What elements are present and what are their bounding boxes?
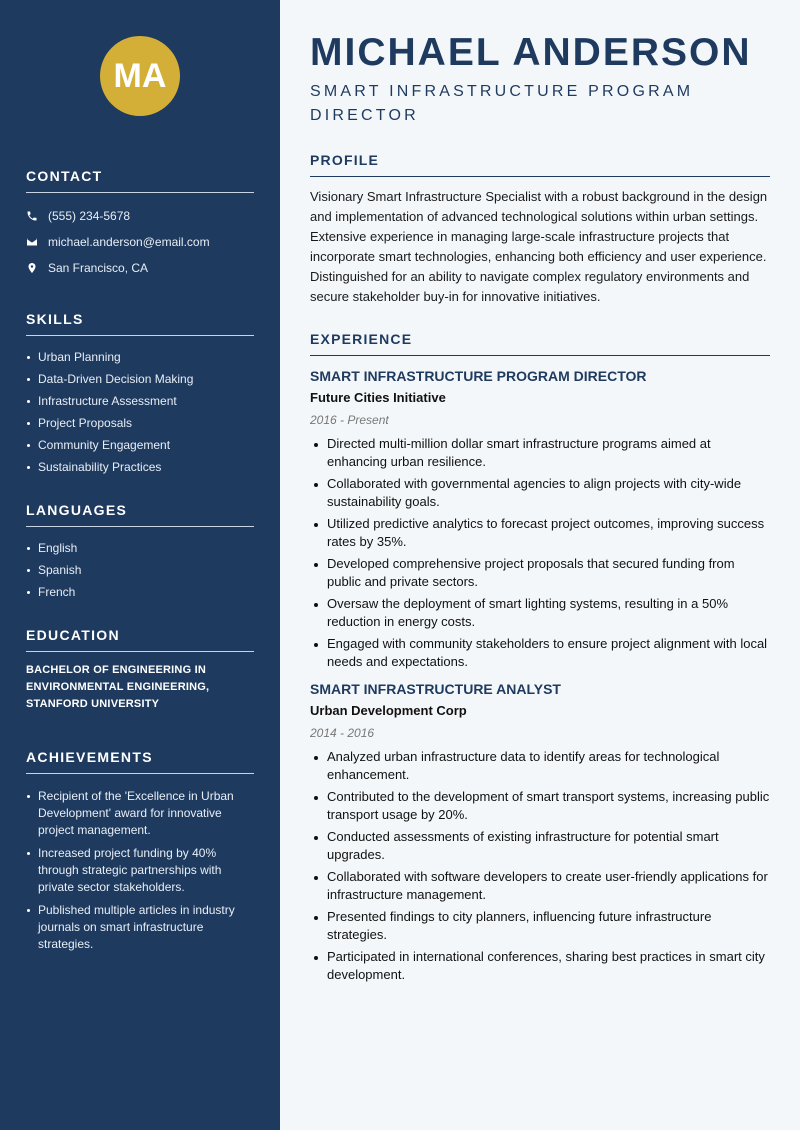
email-text: michael.anderson@email.com	[48, 235, 210, 249]
achievements-heading: ACHIEVEMENTS	[26, 749, 254, 774]
job-company: Future Cities Initiative	[310, 390, 446, 405]
language-item: French	[26, 581, 254, 603]
job-bullet: Developed comprehensive project proposals that secured funding from public and private sectors.	[310, 555, 770, 591]
job-bullet: Participated in international conferences, sharing best practices in smart city development.	[310, 948, 770, 984]
job-bullet: Oversaw the deployment of smart lighting systems, resulting in a 50% reduction in energy costs.	[310, 595, 770, 631]
job-bullet: Contributed to the development of smart transport systems, increasing public transport usage by 20%.	[310, 788, 770, 824]
skill-item: Project Proposals	[26, 412, 254, 434]
person-name: MICHAEL ANDERSON	[310, 31, 752, 74]
location-text: San Francisco, CA	[48, 261, 149, 275]
education-section	[26, 627, 254, 713]
job-bullet: Conducted assessments of existing infrastructure for potential smart upgrades.	[310, 828, 770, 864]
language-item: English	[26, 537, 254, 559]
job-title: SMART INFRASTRUCTURE PROGRAM DIRECTOR	[310, 368, 647, 384]
experience-section	[310, 331, 770, 984]
achievements-section	[26, 749, 254, 953]
email-icon	[26, 236, 38, 248]
skill-item: Urban Planning	[26, 346, 254, 368]
contact-location	[26, 255, 254, 281]
job-entry	[310, 368, 770, 671]
skill-item: Community Engagement	[26, 434, 254, 456]
job-company: Urban Development Corp	[310, 703, 467, 718]
main-content	[310, 30, 770, 988]
job-bullet: Analyzed urban infrastructure data to identify areas for technological enhancement.	[310, 748, 770, 784]
contact-section	[26, 168, 254, 281]
achievement-item: Recipient of the 'Excellence in Urban Development' award for innovative project management.	[26, 788, 254, 839]
contact-email	[26, 229, 254, 255]
skill-item: Data-Driven Decision Making	[26, 368, 254, 390]
job-bullet: Engaged with community stakeholders to ensure project alignment with local needs and expectations.	[310, 635, 770, 671]
education-heading: EDUCATION	[26, 627, 254, 652]
job-bullet: Collaborated with software developers to create user-friendly applications for infrastructure management.	[310, 868, 770, 904]
job-bullet: Presented findings to city planners, influencing future infrastructure strategies.	[310, 908, 770, 944]
phone-text: (555) 234-5678	[48, 209, 131, 223]
job-dates: 2014 - 2016	[310, 726, 375, 740]
job-bullet: Directed multi-million dollar smart infrastructure programs aimed at enhancing urban resilience.	[310, 435, 770, 471]
avatar: MA	[100, 36, 180, 116]
phone-icon	[26, 210, 38, 222]
skills-section	[26, 311, 254, 478]
sidebar	[0, 0, 280, 1130]
job-bullet: Utilized predictive analytics to forecast project outcomes, improving success rates by 35%.	[310, 515, 770, 551]
skill-item: Sustainability Practices	[26, 456, 254, 478]
contact-phone	[26, 203, 254, 229]
job-title: SMART INFRASTRUCTURE ANALYST	[310, 681, 561, 697]
job-bullet: Collaborated with governmental agencies to align projects with city-wide sustainability goals.	[310, 475, 770, 511]
location-pin-icon	[26, 262, 38, 274]
job-entry	[310, 681, 770, 984]
job-dates: 2016 - Present	[310, 413, 389, 427]
language-item: Spanish	[26, 559, 254, 581]
contact-heading: CONTACT	[26, 168, 254, 193]
skill-item: Infrastructure Assessment	[26, 390, 254, 412]
achievement-item: Increased project funding by 40% through strategic partnerships with private sector stakeholders.	[26, 845, 254, 896]
profile-heading: PROFILE	[310, 152, 770, 177]
achievement-item: Published multiple articles in industry journals on smart infrastructure strategies.	[26, 902, 254, 953]
education-degree: BACHELOR OF ENGINEERING IN ENVIRONMENTAL ENGINEERING, STANFORD UNIVERSITY	[26, 664, 210, 710]
profile-section	[310, 152, 770, 307]
languages-heading: LANGUAGES	[26, 502, 254, 527]
experience-heading: EXPERIENCE	[310, 331, 770, 356]
person-title: SMART INFRASTRUCTURE PROGRAM DIRECTOR	[310, 83, 694, 124]
languages-section	[26, 502, 254, 603]
skills-heading: SKILLS	[26, 311, 254, 336]
profile-text: Visionary Smart Infrastructure Specialist with a robust background in the design and implementation of advanced technological solutions within urban settings. Extensive experience in managing large-scale infrastructure projects that incorporate smart technologies, enhancing both efficiency and user experience. Distinguished for an ability to navigate complex regulatory environments and secure stakeholder buy-in for innovative initiatives.	[310, 189, 768, 304]
